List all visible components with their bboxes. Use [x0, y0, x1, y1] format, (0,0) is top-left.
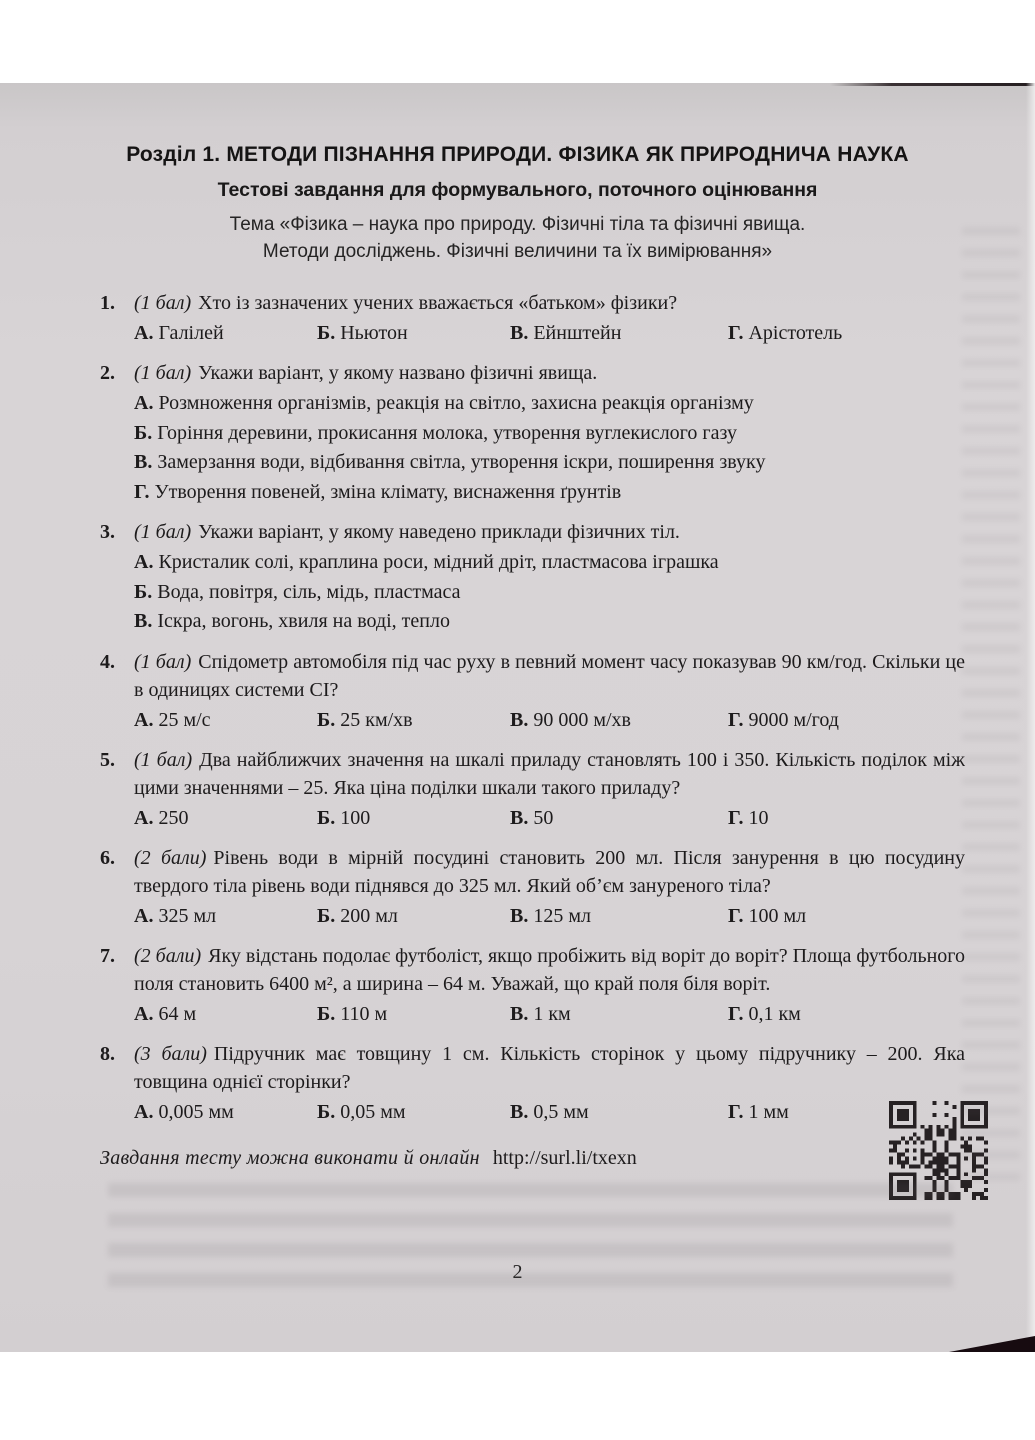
option-letter: В.: [134, 451, 153, 473]
option-letter: Г.: [728, 904, 744, 927]
answer-option: [134, 902, 317, 931]
option-text: 50: [528, 806, 554, 829]
answer-option: [134, 1000, 317, 1029]
question-statement: Спідометр автомобіля під час руху в певний момент часу показував 90 км/год. Скільки це в одиницях системи СІ?: [134, 650, 965, 701]
option-text: 0,005 мм: [153, 1100, 234, 1123]
answer-option: [510, 804, 728, 833]
option-letter: А.: [134, 708, 154, 731]
question-statement: Укажи варіант, у якому названо фізичні явища.: [198, 362, 598, 384]
answer-option: [317, 902, 510, 931]
question-points: (1 бал): [134, 748, 193, 771]
question-item: [100, 1040, 965, 1127]
question-text: [134, 359, 965, 387]
option-text: Вода, повітря, сіль, мідь, пластмаса: [152, 580, 461, 603]
answer-option: [134, 548, 965, 578]
option-text: Галілей: [153, 322, 224, 344]
option-text: Ейнштейн: [528, 322, 622, 344]
theme-line-2: Методи досліджень. Фізичні величини та їх вимірювання»: [262, 241, 773, 262]
option-text: 64 м: [153, 1002, 197, 1025]
questions-list: [0, 289, 1035, 1127]
question-item: [100, 518, 965, 637]
question-body: [134, 289, 965, 348]
answer-option: [510, 319, 728, 348]
question-number: 2.: [100, 362, 115, 384]
option-letter: Б.: [317, 708, 336, 731]
assessment-subtitle: Тестові завдання для формувального, поточного оцінювання: [217, 179, 818, 201]
question-body: [134, 1040, 965, 1127]
option-letter: В.: [510, 806, 529, 829]
option-letter: Г.: [728, 322, 744, 344]
question-item: [100, 942, 965, 1029]
question-points: (1 бал): [134, 521, 192, 543]
option-letter: Б.: [134, 421, 153, 444]
answer-option: [134, 607, 965, 637]
question-body: [134, 942, 965, 1029]
question-options: [134, 548, 965, 637]
question-body: [134, 518, 965, 637]
option-text: 25 км/хв: [335, 708, 413, 731]
option-letter: Г.: [728, 1002, 744, 1025]
online-test-url: http://surl.li/txexn: [492, 1146, 637, 1169]
answer-option: [728, 706, 965, 735]
answer-option: [317, 706, 510, 735]
footer-row: [100, 1144, 870, 1172]
answer-option: [317, 1000, 510, 1029]
option-letter: А.: [134, 904, 154, 927]
question-number: 3.: [100, 521, 115, 543]
answer-option: [134, 389, 965, 419]
question-options: [134, 1098, 965, 1127]
answer-option: [728, 804, 965, 833]
question-statement: Рівень води в мірній посудині становить 200 мл. Після занурення в цю посудину твердого тіла рівень води піднявся до 325 мл. Який об’єм зануреного тіла?: [134, 846, 965, 897]
page-edge-highlight: [1026, 83, 1035, 1352]
question-points: (1 бал): [134, 650, 192, 673]
question-body: [134, 359, 965, 507]
question-text: [134, 518, 965, 546]
option-text: Розмноження організмів, реакція на світло, захисна реакція організму: [153, 392, 754, 414]
answer-option: [134, 578, 965, 608]
option-letter: В.: [510, 1002, 529, 1025]
option-letter: А.: [134, 1100, 154, 1123]
option-letter: Г.: [134, 480, 150, 503]
question-text: [134, 746, 965, 802]
question-item: [100, 359, 965, 507]
option-text: 0,05 мм: [335, 1100, 406, 1123]
question-options: [134, 389, 965, 507]
theme-title: [0, 211, 1035, 265]
question-points: (2 бали): [134, 944, 202, 967]
question-body: [134, 746, 965, 833]
answer-option: [134, 706, 317, 735]
question-number: 7.: [100, 944, 115, 967]
answer-option: [134, 419, 965, 449]
option-text: Арістотель: [743, 322, 843, 344]
question-text: [134, 648, 965, 704]
section-title: Розділ 1. МЕТОДИ ПІЗНАННЯ ПРИРОДИ. ФІЗИКА ЯК ПРИРОДНИЧА НАУКА: [126, 143, 909, 166]
online-note: [100, 1144, 870, 1172]
option-text: Горіння деревини, прокисання молока, утворення вуглекислого газу: [152, 421, 737, 444]
question-points: (1 бал): [134, 292, 192, 314]
question-item: [100, 648, 965, 735]
question-body: [134, 844, 965, 931]
option-letter: Г.: [728, 1100, 744, 1123]
question-item: [100, 746, 965, 833]
question-text: [134, 289, 965, 317]
option-text: 325 мл: [153, 904, 217, 927]
option-text: 200 мл: [335, 904, 398, 927]
question-text: [134, 942, 965, 998]
question-number: 8.: [100, 1042, 115, 1065]
answer-option: [728, 319, 965, 348]
question-statement: Хто із зазначених учених вважається «батьком» фізики?: [198, 292, 678, 314]
answer-option: [510, 1098, 728, 1127]
option-letter: Б.: [317, 1002, 336, 1025]
answer-option: [134, 804, 317, 833]
option-letter: Б.: [134, 580, 153, 603]
option-text: Іскра, вогонь, хвиля на воді, тепло: [152, 610, 450, 632]
question-text: [134, 844, 965, 900]
answer-option: [728, 1000, 965, 1029]
option-text: 110 м: [335, 1002, 388, 1025]
question-points: (1 бал): [134, 362, 192, 384]
option-text: 25 м/с: [153, 708, 211, 731]
option-letter: А.: [134, 1002, 154, 1025]
option-text: 125 мл: [528, 904, 591, 927]
theme-line-1: Тема «Фізика – наука про природу. Фізичні тіла та фізичні явища.: [229, 214, 806, 235]
question-statement: Яку відстань подолає футболіст, якщо пробіжить від воріт до воріт? Площа футбольного поля становить 6400 м², а ширина – 64 м. Уважай, що край поля біля воріт.: [134, 944, 965, 995]
question-options: [134, 902, 965, 931]
option-letter: Б.: [317, 1100, 336, 1123]
online-note-text: Завдання тесту можна виконати й онлайн: [100, 1146, 480, 1169]
answer-option: [728, 902, 965, 931]
option-text: Утворення повеней, зміна клімату, виснаження ґрунтів: [149, 480, 622, 503]
answer-option: [510, 1000, 728, 1029]
question-statement: Два найближчих значення на шкалі приладу становлять 100 і 350. Кількість поділок між цими значеннями – 25. Яка ціна поділки шкали такого приладу?: [134, 748, 965, 799]
answer-option: [134, 1098, 317, 1127]
option-text: 100 мл: [743, 904, 807, 927]
question-points: (2 бали): [134, 846, 207, 869]
question-body: [134, 648, 965, 735]
question-options: [134, 1000, 965, 1029]
question-item: [100, 289, 965, 348]
question-options: [134, 706, 965, 735]
question-number: 1.: [100, 292, 115, 314]
answer-option: [510, 706, 728, 735]
option-text: 10: [743, 806, 769, 829]
option-letter: А.: [134, 322, 154, 344]
option-letter: А.: [134, 551, 154, 573]
option-letter: Б.: [317, 904, 336, 927]
option-letter: Б.: [317, 806, 336, 829]
question-options: [134, 319, 965, 348]
question-item: [100, 844, 965, 931]
question-options: [134, 804, 965, 833]
answer-option: [134, 448, 965, 478]
option-text: 1 мм: [743, 1100, 789, 1123]
qr-code-icon: [889, 1101, 988, 1200]
page-number: 2: [512, 1261, 523, 1283]
question-points: (3 бали): [134, 1042, 207, 1065]
answer-option: [317, 319, 510, 348]
option-letter: В.: [134, 610, 153, 632]
option-text: Кристалик солі, краплина роси, мідний дріт, пластмасова іграшка: [153, 551, 719, 573]
option-letter: А.: [134, 806, 154, 829]
question-number: 5.: [100, 748, 115, 771]
scan-edge-artifact: [830, 83, 1035, 86]
option-letter: Б.: [317, 322, 336, 344]
answer-option: [317, 1098, 510, 1127]
question-statement: Підручник має товщину 1 см. Кількість сторінок у цьому підручнику – 200. Яка товщина однієї сторінки?: [134, 1042, 965, 1093]
option-text: 0,1 км: [743, 1002, 801, 1025]
answer-option: [317, 804, 510, 833]
question-number: 4.: [100, 650, 115, 673]
option-text: 100: [335, 806, 371, 829]
option-letter: В.: [510, 322, 529, 344]
answer-option: [510, 902, 728, 931]
option-text: Ньютон: [335, 322, 408, 344]
answer-option: [134, 478, 965, 508]
document-header: [0, 83, 1035, 265]
option-letter: Г.: [728, 806, 744, 829]
question-number: 6.: [100, 846, 115, 869]
scan-corner-shadow: [949, 1336, 1035, 1352]
option-letter: В.: [510, 1100, 529, 1123]
option-letter: В.: [510, 904, 529, 927]
question-text: [134, 1040, 965, 1096]
option-text: 90 000 м/хв: [528, 708, 631, 731]
option-letter: Г.: [728, 708, 744, 731]
option-text: 0,5 мм: [528, 1100, 589, 1123]
option-letter: В.: [510, 708, 529, 731]
option-text: Замерзання води, відбивання світла, утворення іскри, поширення звуку: [152, 451, 766, 473]
answer-option: [134, 319, 317, 348]
option-letter: А.: [134, 392, 154, 414]
option-text: 250: [153, 806, 189, 829]
option-text: 9000 м/год: [743, 708, 839, 731]
option-text: 1 км: [528, 1002, 571, 1025]
scanned-paper-sheet: [0, 83, 1035, 1352]
question-statement: Укажи варіант, у якому наведено приклади фізичних тіл.: [198, 521, 680, 543]
